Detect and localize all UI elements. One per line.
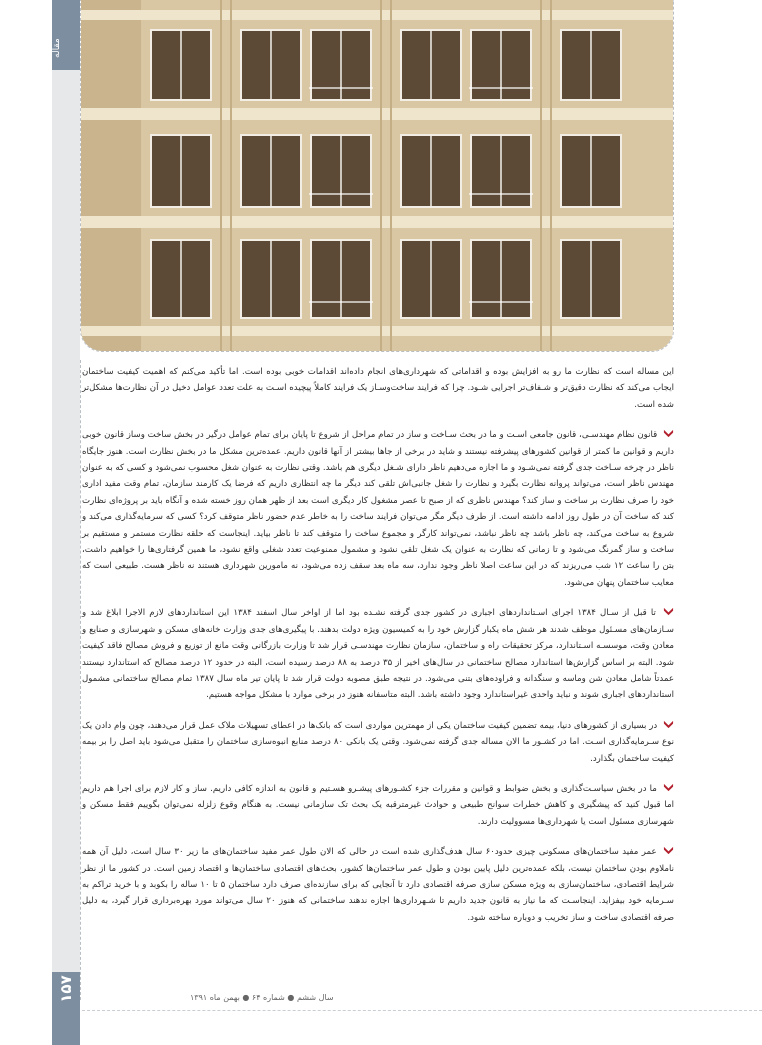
left-margin-band: [52, 0, 80, 1045]
footer-dashed-line: [82, 1010, 762, 1011]
page-number-box: [52, 972, 80, 1045]
paragraph-5-text: ما در بخش سیاسـت‌گذاری و بخش ضوابط و قوانین و مقررات جزء کشـورهای پیشـرو هسـتیم و قانون به اندازه کافی داریم. ساز و کار لازم برای اجرا هم داریم اما قبول کنید که پیشگیری و کاهش خطرات سوانح طبیعی و حوادث غیرمترقبه یک بحث تک سازمانی نیست. به هنگام وقوع زلزله نمی‌توان بگوییم فقط مسکن و شهرسازی مسئول است یا شهرداری‌ها مسوولیت دارند.: [82, 783, 674, 827]
paragraph-2: [82, 427, 674, 591]
paragraph-1: [82, 364, 674, 413]
chevron-bullet-icon: [663, 606, 674, 617]
footer-issue: شماره ۶۴: [251, 993, 285, 1002]
chevron-bullet-icon: [663, 845, 674, 856]
section-tab-label: مقاله: [52, 38, 62, 58]
footer-year: سال ششم: [296, 993, 334, 1002]
chevron-bullet-icon: [663, 428, 674, 439]
footer-date: بهمن ماه ۱۳۹۱: [190, 993, 240, 1002]
paragraph-6-text: عمر مفید ساختمان‌های مسکونی چیزی حدود۶۰ سال هدف‌گذاری شده است در حالی که الان طول عمر مفید ساختمان‌های ما زیر ۳۰ سال است، دلیل آن همه ناملاوم بودن ساختمان نیست، بلکه عمده‌ترین دلیل پایین بودن و طول عمر ساختمان‌ها کشور، بحث‌های اقتصادی ساختمان‌ها و اقتصاد زمین است. در کشور ما از نظر شرایط اقتصادی، ساختمان‌سازی به ویژه مسکن سازی صرفه اقتصادی دارد تا آنجایی که برای سازنده‌ای صرف دارد ساختمان ۵ تا ۱۰ ساله را بکوبد و با خرید تراکم به سـرمایه خود بیفزاید. اینجاسـت که ما نیاز به قانون جدید داریم تا شـهرداری‌ها اجازه ندهند ساختمانی که هنوز ۲۰ سال می‌تواند مورد بهره‌برداری قرار گیرد، به دلیل صرفه اقتصادی ساخت و ساز تخریب و دوباره ساخته شود.: [82, 847, 674, 923]
paragraph-2-text: قانون نظام مهندسـی، قانون جامعی اسـت و ما در بحث سـاخت و ساز در تمام مراحل از شروع تا پایان برای تمام عوامل درگیر در بخش ساخت وساز قانون خوبی داریم و قوانین ما کمتر از قوانین کشورهای پیشرفته نیستند و شاید در برخی از جاها بیشتر از آنها قانون داریم. عمده‌ترین مشکل ما در بخش نظارت است. هنوز جایگاه ناظر در چرخه سـاخت جدی گرفته نمی‌شـود و ما اجازه می‌دهیم ناظر دارای شـغل دیگری هم باشد. وقتی نظارت به عنوان شغل محسوب نمی‌شود و کسی که به عنوان مهندس ناظر است، می‌تواند پروانه نظارت بگیرد و نظارت را شغل جانبی‌اش تلقی کند دیگر ما چه انتظاری داریم که فرضا یک کارمند سازمان، تمام وقت مفید اداری خود را صرف نظارت بر ساخت و ساز کند؟ مهندس ناظری که از صبح تا عصر مشغول کار دیگری است بعد از ظهر همان روز خسته شده و آنگاه باید بر پروژه‌ای نظارت کند که ساخت آن در طول روز ادامه داشته است. از طرف دیگر مگر می‌توان فرایند ساخت را به خاطر عدم حضور ناظر متوقف کرد؟ کسی که سرمایه‌گذاری می‌کند و شروع به ساخت می‌کند، چه ناظر باشد چه ناظر نباشد، نمی‌تواند کارگر و مجموع ساخت را متوقف کند تا ناظر بیاید. اینجاست که حلقه نظارت مستمر و مستقیم بر ساخت و ساز گمرنگ می‌شود و تا زمانی که نظارت به عنوان یک شغل تلقی نشود و مشمول ممنوعیت تعدد شغلی واقع نشود، ما همین گرفتاری‌ها را خواهیم داشت، بتن را ساعت ۱۲ شب می‌ریزند که در این ساعت اصلا ناظر وجود ندارد، سه ماه بعد سقف زده می‌شود، نه مامورین شهرداری هستند نه ناظر هست. طبیعی است که معایب ساختمان پنهان می‌شود.: [82, 430, 674, 588]
paragraph-4-text: در بسیاری از کشورهای دنیا، بیمه تضمین کیفیت ساختمان یکی از مهمترین مواردی است که بانک‌ها در اعطای تسهیلات ملاک عمل قرار می‌دهند، چون وام دادن یک نوع سـرمایه‌گذاری اسـت. اما در کشـور ما الان مساله جدی گرفته نمی‌شود. وقتی یک بانکی ۸۰ درصد منابع انبوه‌سازی ساختمان را متقبل می‌شود باید اصل را بر بیمه کیفیت ساختمان بگذارد.: [82, 720, 674, 764]
paragraph-3-text: تا قبل از سـال ۱۳۸۴ اجرای اسـتانداردهای اجباری در کشور جدی گرفته نشـده بود اما از اواخر سال اسفند ۱۳۸۴ این استانداردهای لازم الاجرا ابلاغ شد و سـازمان‌های مسـئول موظف شدند هر شش ماه یکبار گزارش خود را به کمیسیون ویژه دولت بدهند. با پیگیری‌های جدی وزارت خانه‌های مسکن و شهرسازی و صنایع و معادن وقت، موسسـه اسـتاندارد، مرکز تحقیقات راه و ساختمان، سازمان نظارت مهندسـی قرار شد تا وزارت بازرگانی وقت مانع از توزیع و فروش مصالح فاقد کیفیت شود. البته بر اساس گزارش‌ها استاندارد مصالح ساختمانی در سال‌های اخیر از ۳۵ درصد به ۸۸ درصد رسیده است، البته در حدود ۱۲ درصد مصالح که استاندارد نیستند عمدتاً شامل معادن شن وماسه و سنگدانه و فراوده‌های بتنی می‌شود. در نتیجه طبق مصوبه دولت قرار شد تا پایان تیر ماه سال ۱۳۸۷ تمام مصالح ساختمانی مشمول استانداردهای اجباری شوند و نباید واحدی غیراستاندارد وجود داشته باشد. البته متاسفانه هنوز در برخی موارد با مشکل مواجه هستیم.: [82, 608, 674, 701]
paragraph-4: [82, 718, 674, 767]
paragraph-3: [82, 605, 674, 703]
paragraph-1-text: این مساله است که نظارت ما رو به افزایش بوده و اقداماتی که شهرداری‌های انجام داده‌اند اقدامات خوبی بوده است. اما تأکید می‌کنم که اهمیت کیفیت ساختمان ایجاب می‌کند که نظارت دقیق‌تر و شـفاف‌تر اجرایی شـود. چرا که فرایند ساخت‌وسـاز یک فرایند کاملاً پیچیده اسـت به علت تعدد عوامل دخیل در آن نظارت‌ها مشکل‌تر شده است.: [82, 367, 674, 410]
chevron-bullet-icon: [663, 782, 674, 793]
building-facade-photo: [80, 0, 674, 352]
footer-issue-info: سال ششم ● شماره ۶۴ ● بهمن ماه ۱۳۹۱: [190, 993, 334, 1002]
paragraph-5: [82, 781, 674, 830]
paragraph-6: [82, 844, 674, 926]
page-number: ۱۵۷: [57, 975, 75, 1003]
footer: [82, 993, 674, 1007]
section-tab: [52, 0, 80, 70]
left-dashed-guide: [80, 360, 81, 1000]
chevron-bullet-icon: [663, 719, 674, 730]
article-body: [82, 364, 674, 940]
